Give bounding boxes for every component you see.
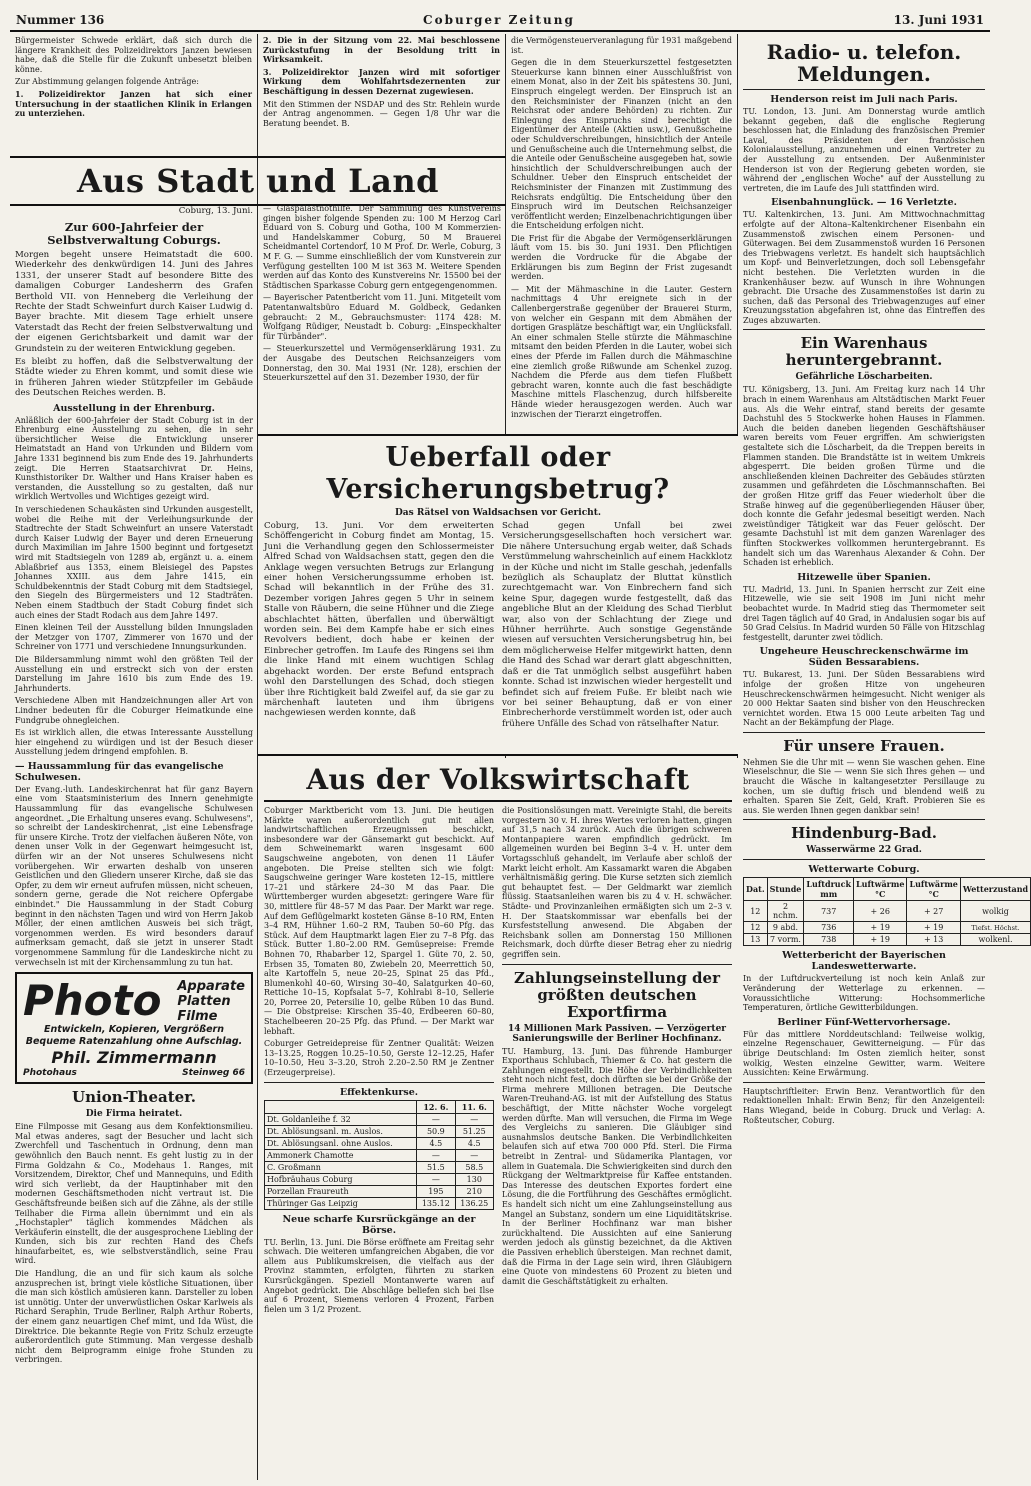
divider [743, 732, 985, 733]
masthead [10, 0, 990, 32]
effekten-headline: Effektenkurse. [339, 1086, 419, 1098]
table-row [744, 922, 1031, 934]
divider [743, 859, 985, 860]
article-headline: Ein Warenhaus heruntergebrannt. [785, 334, 943, 370]
article-paragraph: Die Handlung, die an und für sich kaum als solche anzusprechen ist, bringt viele köstliche Situationen, über die man sich köstlich amüsieren kann. Darsteller zu loben ist unnötig. Unter der unverwüstlichen Oskar Karlweis als Richard Seraphin, Trude Berliner, Ralph Arthur Roberts, der einem ganz neuartigen Chef mimt, und Ida Wüst, die Direktrice. Die bekannte Regie von Fritz Schulz erzeugte außerordentlich gute Stimmung. Man vergesse deshalb nicht dem Beiprogramm einige frohe Stunden zu verbringen. [15, 1269, 253, 1365]
volks-left [264, 806, 494, 1317]
article-paragraph: TU. Bukarest, 13. Juni. Der Süden Bessarabiens wird infolge der großen Hitze von ungeheuren Heuschreckenschwärmen heimgesucht. Nicht weniger als 20 000 Hektar Saaten sind bisher von den Heuschrecken vernichtet worden. Etwa 15 000 Leute arbeiten Tag und Nacht an der Bekämpfung der Plage. [743, 670, 985, 728]
divider [743, 329, 985, 330]
table-row [265, 1197, 494, 1209]
article-paragraph: Die Bildersammlung nimmt wohl den größten Teil der Ausstellung ein und erstreckt sich von der ersten Darstellung im Jahre 1610 bis zum Ende des 19. Jahrhunderts. [15, 654, 253, 693]
dateline: Coburg, 13. Juni. [178, 206, 253, 216]
article-paragraph: Bürgermeister Schwede erklärt, daß sich durch die längere Krankheit des Polizeidirektors Janzen bewiesen habe, daß die Stelle für die Zukunft unbesetzt bleiben könne. [15, 36, 252, 74]
article-subheadline: Die Firma heiratet. [85, 1109, 183, 1120]
imprint: Hauptschriftleiter: Erwin Benz. Verantwortlich für den redaktionellen Inhalt: Erwin Benz; für den Anzeigenteil: Hans Wiegand, beide in Coburg. Druck und Verlag: A. Roßteutscher, Coburg. [743, 1086, 985, 1125]
article-paragraph: Mit den Stimmen der NSDAP und des Str. Rehlein wurde der Antrag angenommen. — Gegen 1/8 Uhr war die Beratung beendet. B. [263, 99, 500, 128]
divider [264, 800, 732, 802]
article-paragraph: Schad gegen Unfall bei zwei Versicherungsgesellschaften hoch versichert war. Die nähere Untersuchung ergab weiter, daß Schads Verstümmelung wahrscheinlich auf einem Hackklotz in der Küche und nicht im Stalle geschah, jedenfalls bezüglich als Schauplatz der Bluttat künstlich zurechtgemacht war. Von Einbrechern fand sich keine Spur, dagegen wurde festgestellt, daß das angebliche Blut an der Kleidung des Schad Tierblut war, also von der Schlachtung der Ziege und Hühner herrührte. Auch sonstige Gegenstände wiesen auf versuchten Versicherungsbetrug hin, bei dem möglicherweise Helfer mitgewirkt hatten, denn die Hand des Schad war derart glatt abgeschnitten, daß er die Tat unmöglich selbst ausgeführt haben konnte. Schad ist inzwischen wieder hergestellt und befindet sich auf freiem Fuße. Er bleibt nach wie vor bei seiner Behauptung, daß er von einer Einbrecherhorde verstümmelt worden ist, oder auch frühere Unfälle des Schad von rätselhafter Natur. [502, 521, 732, 729]
table-cell: 135.12 [417, 1197, 455, 1209]
bath-temperature: Wasserwärme 22 Grad. [806, 845, 922, 856]
table-row [265, 1113, 494, 1125]
ad-line: Bequeme Ratenzahlung ohne Aufschlag. [25, 1036, 243, 1048]
table-header: Wetterzustand [960, 878, 1030, 901]
column-1-body [10, 204, 258, 1480]
volks-right [502, 806, 732, 1317]
article-headline: Union-Theater. [72, 1088, 196, 1107]
table-cell: Hofbräuhaus Coburg [265, 1173, 417, 1185]
table-header-row [265, 1100, 494, 1113]
article-paragraph: Einen kleinen Teil der Ausstellung bilden Innungsladen der Metzger von 1707, Zimmerer von 1670 und der Schreiner von 1771 und verschiedene Innungsurkunden. [15, 623, 253, 652]
article-paragraph: Coburg, 13. Juni. Vor dem erweiterten Schöffengericht in Coburg findet am Montag, 15. Juni die Verhandlung gegen den Schlossermeister Alfred Schad von Waldsachsen statt, gegen den die Anklage wegen versuchten Betrugs zur Erlangung einer hohen Versicherungssumme erhoben ist. Schad will bekanntlich in der Frühe des 31. Dezember vorigen Jahres gegen 5 Uhr in seinem Stalle von Räubern, die seine Hühner und die Ziege abschlachtet hätten, überfallen und überwältigt worden sein. Bei dem Kampfe habe er sich eines Revolvers bedient, doch habe er keinen der Einbrecher getroffen. Im Laufe des Ringens sei ihm die linke Hand mit einem wuchtigen Schlag abgehackt worden. Der erste Befund entsprach wohl den Darstellungen des Schad, doch stiegen über ihre Richtigkeit bald Zweifel auf, da sie gar zu märchenhaft lauteten und ihm übrigens nachgewiesen werden konnte, daß [264, 521, 494, 719]
article-headline: Ungeheure Heuschreckenschwärme im Süden Bessarabiens. [759, 646, 969, 669]
article-headline: Ausstellung in der Ehrenburg. [53, 402, 215, 414]
table-cell: + 27 [907, 901, 960, 922]
table-cell: 4.5 [417, 1137, 455, 1149]
section-title-aus-stadt: Aus Stadt und Land [76, 162, 440, 200]
article-paragraph: Morgen begeht unsere Heimatstadt die 600. Wiederkehr des denkwürdigen 14. Juni des Jahres 1331, der unserer Stadt auf besondere Bitte des damaligen Coburger Landesherrn des Grafen Berthold VII. von Henneberg die Verleihung der Rechte der Stadt Schweinfurt durch Kaiser Ludwig d. Bayer brachte. Mit diesem Tage erhielt unsere Vaterstadt das Recht der freien Selbstverwaltung und der eigenen Gerichtsbarkeit und damit war der Grundstein zu der weiteren Entwicklung gegeben. [15, 250, 253, 354]
article-paragraph: In verschiedenen Schaukästen sind Urkunden ausgestellt, wobei die Reihe mit der Verleihungsurkunde der Stadtrechte der Stadt Schweinfurt an unsere Vaterstadt durch Kaiser Ludwig der Bayer und deren Erneuerung durch Maximilian im Jahre 1500 beginnt und fortgesetzt wird mit Stadtsiegeln von 1289 ab, ergänzt u. a. einem Ablaßbrief aus 1353, einem Bleisiegel des Papstes Johannes XXIII. aus dem Jahre 1415, ein Schuldbekenntnis der Stadt Coburg mit dem Stadtsiegel, den Siegeln des Bürgermeisters und 12 Stadträten. Neben einem Stadtbuch der Stadt Coburg findet sich auch eines der Stadt Rodach aus dem Jahre 1497. [15, 505, 253, 620]
ad-footer [23, 1068, 245, 1078]
table-cell: + 19 [854, 934, 907, 946]
table-cell: 51.25 [455, 1125, 493, 1137]
article-paragraph: Die Frist für die Abgabe der Vermögenserklärungen läuft vom 15. bis 30. Juni 1931. Den Pflichtigen werden die Vordrucke für die Abgabe der Erklärungen bis zum Beginn der Frist zugesandt werden. [511, 233, 732, 282]
ad-item: Filme [177, 1008, 218, 1024]
article-paragraph: Verschiedene Alben mit Handzeichnungen aller Art von Lindner bedeuten für die Coburger Heimatkunde eine Fundgrube ohnegleichen. [15, 696, 253, 725]
article-paragraph: 2. Die in der Sitzung vom 22. Mai beschlossene Zurückstufung in der Besoldung tritt in Wirksamkeit. [263, 35, 500, 65]
ad-items [177, 979, 245, 1024]
divider [264, 1082, 494, 1083]
article-subheadline: Gefährliche Löscharbeiten. [795, 372, 933, 383]
table-cell: 51.5 [417, 1161, 455, 1173]
table-cell: + 19 [854, 922, 907, 934]
table-cell: 737 [804, 901, 854, 922]
issue-date: 13. Juni 1931 [893, 13, 984, 27]
article-paragraph: In der Luftdruckverteilung ist noch kein Anlaß zur Veränderung der Wetterlage zu erkennen. — Voraussichtliche Witterung: Hochsommerliche Temperaturen, örtliche Gewitterbildungen. [743, 974, 985, 1013]
table-cell: 9 abd. [767, 922, 804, 934]
section-title-volkswirtschaft: Aus der Volkswirtschaft [306, 763, 690, 796]
article-paragraph: TU. Hamburg, 13. Juni. Das führende Hamburger Exporthaus Schlubach, Thiemer & Co. hat gestern die Zahlungen eingestellt. Die Höhe der Verbindlichkeiten steht noch nicht fest, doch dürften sie bei der Größe der Firma mehrere Millionen betragen. Die Deutsche Waren-Treuhand-AG. ist mit der Aufstellung des Status beschäftigt, der Mitte nächster Woche vorgelegt werden dürfte. Man will versuchen, die Firma im Wege des Vergleichs zu sanieren. Die Gläubiger sind ausnahmslos deutsche Banken. Die Verbindlichkeiten belaufen sich auf etwa 700 000 Pfd. Sterl. Die Firma betreibt in Zentral- und Südamerika Plantagen, vor allem in Guatemala. Die Schwierigkeiten sind durch den Rückgang der Weltmarktpreise für Kaffee entstanden. Das Interesse des deutschen Exportes fordert eine Lösung, die die Fortführung des Geschäftes ermöglicht. Es handelt sich nicht um eine Zahlungseinstellung aus Mangel an Substanz, sondern um eine Liquiditätskrise. In der Berliner Hochfinanz war man bisher zurückhaltend. Die Aussichten auf eine Sanierung werden jedoch als günstig bezeichnet, da die Aktiven die Passiven erheblich übersteigen. Man rechnet damit, daß die Firma in der Lage sein wird, ihren Gläubigern eine Quote von mindestens 60 Prozent zu bieten und damit die Geschäftstätigkeit zu erhalten. [502, 1046, 732, 1286]
article-paragraph: Der Evang.-luth. Landeskirchenrat hat für ganz Bayern eine vom Staatsministerium des Innern genehmigte Haussammlung für das evangelische Schulwesen angeordnet. „Die Erhaltung unseres evang. Schulwesens", so schreibt der Landeskirchenrat, „ist eine Lebensfrage für unsere Kirche. Trotz der vielfachen äußeren Nöte, von denen unser Volk in der Gegenwart heimgesucht ist, dürfen wir an der Not unseres Schulwesens nicht vorübergehen. Wir erwarten deshalb von unseren Geistlichen und den Gliedern unserer Kirche, daß sie das Opfer, zu dem wir erneut aufrufen müssen, nicht scheuen, sondern gerne, gerade die Not reichere Opfergabe einbindet." Die Haussammlung in der Stadt Coburg beginnt in den nächsten Tagen und wird von Herrn Jakob Möller, der einen amtlichen Ausweis bei sich trägt, vorgenommen werden. Es wird besonders darauf aufmerksam gemacht, daß sie jetzt in unserer Stadt vorgenommene Sammlung für die Landeskirche nicht zu verwechseln ist mit der Kirchensammlung zu tun hat. [15, 784, 253, 967]
ad-footer-left: Photohaus [23, 1068, 77, 1079]
table-cell: 130 [455, 1173, 493, 1185]
table-cell: 738 [804, 934, 854, 946]
table-cell: wolkenl. [960, 934, 1030, 946]
table-cell: — [417, 1173, 455, 1185]
table-cell: 4.5 [455, 1137, 493, 1149]
divider [10, 156, 506, 158]
volkswirtschaft-section [258, 758, 738, 1480]
article-paragraph: TU. London, 13. Juni. Am Donnerstag wurde amtlich bekannt gegeben, daß die englische Regierung beschlossen hat, die Einladung des französischen Premier Laval, des Präsidenten der französischen Kolonialausstellung, anzunehmen und einen Vertreter zu der Ausstellung zu entsenden. Der Außenminister Henderson ist von der Regierung gebeten worden, sie während der „englischen Woche" auf der Ausstellung zu vertreten, die im Laufe des Juli stattfinden wird. [743, 107, 985, 193]
divider [502, 964, 732, 965]
column-2-body [258, 204, 506, 434]
radio-headline: Radio- u. telefon. Meldungen. [766, 40, 962, 86]
bath-headline: Hindenburg-Bad. [791, 824, 937, 843]
table-header: Luftdruck mm [804, 878, 854, 901]
table-cell: 195 [417, 1185, 455, 1197]
table-cell: 136.25 [455, 1197, 493, 1209]
table-cell: Thüringer Gas Leipzig [265, 1197, 417, 1209]
article-headline: Zur 600-Jahrfeier der Selbstverwaltung Coburgs. [47, 220, 221, 247]
table-cell: 13 [744, 934, 768, 946]
weather-table [743, 877, 1031, 946]
table-row [265, 1149, 494, 1161]
article-paragraph: — Glaspalastnothilfe. Der Sammlung des Kunstvereins gingen bisher folgende Spenden zu: 100 M Herzog Carl Eduard von S. Coburg und Gotha, 100 M Kommerzien- und Handelskammer Coburg, 50 M Brauerei Scheidmantel Cortendorf, 10 M Prof. Dr. Werle, Coburg, 3 M F. G. — Summe einschließlich der vom Kunstverein zur Verfügung gestellten 100 M ist 363 M. Weitere Spenden werden auf das Konto des Kunstvereins Nr. 15500 bei der Städtischen Sparkasse Coburg gern entgegengenommen. [263, 204, 501, 290]
table-cell: 7 vorm. [767, 934, 804, 946]
article-paragraph: Coburger Marktbericht vom 13. Juni. Die heutigen Märkte waren außerordentlich gut mit allen landwirtschaftlichen Erzeugnissen beschickt, insbesondere war der Gänsemarkt gut beschickt. Auf dem Schweinemarkt waren insgesamt 600 Saugschweine angeboten, von denen 11 Läufer angeboten. Die Preise stellten sich wie folgt: Saugschweine geringer Ware kosteten 12–15, mittlere 17–21 und stärkere 24–30 M das Paar. Die Württemberger wurden abgesetzt: geringere Ware für 30, mittlere für 48–57 M das Paar. Der Markt war rege. Auf dem Geflügelmarkt kosteten Gänse 8–10 RM, Enten 3–4 RM, Hühner 1.60–2 RM, Tauben 50–60 Pfg. das Stück. Auf dem Hauptmarkt lagen Eier zu 7–8 Pfg. das Stück. Butter 1.80–2.00 RM. Gemüsepreise: Fremde Bohnen 70, Rhabarber 12, Spargel 1. Güte 70, 2. 50, Erbsen 35, Tomaten 80, Zwiebeln 20, Meerrettich 50, alte Kartoffeln 5, neue 20–25, Spinat 25 das Pfd., Blumenkohl 40–60, Wirsing 30–40, Salatgurken 40–60, Rettiche 10–15, Kopfsalat 5–7, Kohlrabi 8–10, Sellerie 20, Porree 20, Petersilie 10, gelbe Rüben 10 das Bund. — Die Obstpreise: Kirschen 35–40, Erdbeeren 60–80, Stachelbeeren 20–25 Pfg. das Pfund. — Der Markt war lebhaft. [264, 806, 494, 1036]
table-cell: 58.5 [455, 1161, 493, 1173]
article-headline: Berliner Fünf-Wettervorhersage. [777, 1016, 951, 1028]
article-headline: Für unsere Frauen. [783, 736, 945, 755]
table-row [265, 1137, 494, 1149]
table-row [265, 1173, 494, 1185]
table-cell: 50.9 [417, 1125, 455, 1137]
table-cell: + 26 [854, 901, 907, 922]
article-paragraph: Gegen die in dem Steuerkurszettel festgesetzten Steuerkurse kann binnen einer Ausschlußfrist von einem Monat, also in der Zeit bis spätestens 30. Juni, Einspruch eingelegt werden. Der Einspruch ist an den Reichsminister der Finanzen (nicht an den Reichsrat oder andere Behörden) zu richten. Zur Einlegung des Einspruchs sind berechtigt die Eigentümer der Anteile (Aktien usw.), Genußscheine oder Schuldverschreibungen, hinsichtlich der Anteile und Genußscheine auch die Unternehmung selbst, die die Anteile oder Genußscheine ausgegeben hat, sowie hinsichtlich der Schuldverschreibungen auch der Schuldner. Ueber den Einspruch entscheidet der Reichsminister der Finanzen mit Zustimmung des Reichsrats endgültig. Die Entscheidung über den Einspruch wird im Deutschen Reichsanzeiger veröffentlicht werden; Einzelbenachrichtigungen über die Entscheidung erfolgen nicht. [511, 58, 732, 231]
ueberfall-article [258, 434, 738, 756]
article-paragraph: 1. Polizeidirektor Janzen hat sich einer Untersuchung in der staatlichen Klinik in Erlangen zu unterziehen. [15, 88, 252, 119]
volkswirtschaft-columns [264, 806, 732, 1317]
table-cell: 12 [744, 901, 768, 922]
column-4 [738, 34, 1029, 1480]
article-paragraph: — Mit der Mähmaschine in die Lauter. Gestern nachmittags 4 Uhr ereignete sich in der Callenbergerstraße gegenüber der Brauerei Sturm, von welcher ein Gespann mit dem Abmähen der dortigen Grasplätze beschäftigt war, ein Unglücksfall. An einer schmalen Stelle stürzte die Mähmaschine mitsamt den beiden Pferden in die Lauter, wobei sich eines der Pferde im Fallen durch die Mähmaschine eine ziemlich große Rißwunde am Schenkel zuzog. Nachdem die Pferde aus dem tiefen Flußbett gebracht waren, konnte auch die fast beschädigte Maschine mittels Flaschenzug, durch hilfsbereite Hände wieder herausgezogen werden. Auch war inzwischen der Tierarzt eingetroffen. [511, 284, 732, 419]
table-header [265, 1100, 417, 1113]
effekten-table [264, 1100, 494, 1210]
table-cell: 12 [744, 922, 768, 934]
article-paragraph: Zur Abstimmung gelangen folgende Anträge: [15, 77, 199, 87]
divider [743, 1082, 985, 1083]
table-header: 12. 6. [417, 1100, 455, 1113]
table-row [265, 1161, 494, 1173]
table-cell: C. Großmann [265, 1161, 417, 1173]
article-headline: Wetterbericht der Bayerischen Landeswetterwarte. [782, 950, 946, 973]
article-paragraph: Es bleibt zu hoffen, daß die Selbstverwaltung der Städte wieder zu Ehren kommt, und somit diese wie in früheren Jahren wieder Stützpfeiler im Gebäude des Deutschen Reiches werden. B. [15, 357, 253, 399]
article-paragraph: TU. Kaltenkirchen, 13. Juni. Am Mittwochnachmittag erfolgte auf der Altona–Kaltenkirchener Eisenbahn ein Zusammenstoß zwischen einem Personen- und Güterwagen. Bei dem Zusammenstoß wurden 16 Personen des Triebwagens verletzt. Es handelt sich hauptsächlich um Kopf- und Beinverletzungen, doch soll Lebensgefahr nicht bestehen. Die Verletzten wurden in die Krankenhäuser bezw. auf Wunsch in ihre Wohnungen gebracht. Die Ursache des Zusammenstoßes ist darin zu suchen, daß das Personal des Triebwagenzuges auf einer Kreuzungsstation abgefahren ist, ohne das Eintreffen des Zuges abzuwarten. [743, 210, 985, 325]
ad-business-name: Phil. Zimmermann [51, 1048, 217, 1068]
ueberfall-subheadline: Das Rätsel von Waldsachsen vor Gericht. [394, 508, 602, 518]
table-cell: 2 nchm. [767, 901, 804, 922]
article-headline: Eisenbahnunglück. — 16 Verletzte. [771, 197, 957, 209]
article-subheadline: 14 Millionen Mark Passiven. — Verzögerter Sanierungswille der Berliner Hochfinanz. [507, 1023, 727, 1044]
table-header: Luftwärme °C [907, 878, 960, 901]
ad-item: Platten [177, 993, 231, 1009]
ad-item: Apparate [177, 978, 245, 994]
table-cell: Porzellan Fraureuth [265, 1185, 417, 1197]
ad-photo-word: Photo [23, 976, 162, 1026]
table-cell: + 13 [907, 934, 960, 946]
article-headline: — Haussammlung für das evangelische Schulwesen. [15, 760, 224, 783]
article-paragraph: Anläßlich der 600-Jahrfeier der Stadt Coburg ist in der Ehrenburg eine Ausstellung zu sehen, die in sehr übersichtlicher Weise die Entwicklung unserer Heimatstadt an Hand von Urkunden und Bildern vom Jahre 1331 beginnend bis zum Ende des 19. Jahrhunderts zeigt. Die Herren Staatsarchivrat Dr. Heins, Kunsthistoriker Dr. Walther und Hans Kraiser haben es verstanden, die Ausstellung so zu gestalten, daß nur wirklich Wertvolles und Wichtiges gezeigt wird. [15, 415, 253, 502]
article-headline: Zahlungseinstellung der größten deutschen Exportfirma [514, 968, 720, 1021]
table-cell: + 19 [907, 922, 960, 934]
article-paragraph: Coburger Getreidepreise für Zentner Qualität: Weizen 13–13.25, Roggen 10.25–10.50, Gerste 12–12.25, Hafer 10–10.50, Heu 3–3.20, Stroh 2.20–2.50 RM je Zentner (Erzeugerpreise). [264, 1039, 494, 1078]
table-cell: — [455, 1149, 493, 1161]
article-headline: Henderson reist im Juli nach Paris. [770, 94, 958, 105]
table-header-row [744, 878, 1031, 901]
article-paragraph: TU. Madrid, 13. Juni. In Spanien herrscht zur Zeit eine Hitzewelle, wie sie seit 1908 im Juni nicht mehr beobachtet wurde. In Madrid stieg das Thermometer seit drei Tagen täglich auf 40 Grad, in Andalusien sogar bis auf 50 Grad Celsius. In Madrid wurden 50 Fälle von Hitzschlag festgestellt, darunter zwei tödlich. [743, 584, 985, 642]
table-cell: Dt. Ablösungsanl. ohne Auslos. [265, 1137, 417, 1149]
ueberfall-columns [264, 521, 732, 732]
table-row [265, 1185, 494, 1197]
table-cell: wolkig [960, 901, 1030, 922]
ad-line: Entwickeln, Kopieren, Vergrößern [43, 1024, 225, 1036]
divider [743, 819, 985, 820]
weather-headline: Wetterwarte Coburg. [808, 864, 920, 876]
article-paragraph: Eine Filmposse mit Gesang aus dem Konfektionsmilieu. Mal etwas anderes, sagt der Besucher und lacht sich Zwerchfell und Taschentuch in Ordnung, denn man gewöhnlich den Bauch nennt. Es geht lustig zu in der Firma Goldzahn & Co., Modehaus 1. Ranges, mit Vorsitzendem, Direktor, Chef und Mannequins, und Edith wird sich verliebt, da der Hauptinhaber mit den modernen Geschäftsmethoden nicht vertraut ist. Die Geschäftsfreunde beißen sich auf die Zähne, als der stille Teilhaber die Firma allein übernimmt und ein als „Hochstapler" täglich kommendes Mädchen als Verkäuferin einstellt, die der ausgesprochene Liebling der Kunden, sich bis zur rechten Hand des Chefs hinaufarbeitet, es, wie selbstverständlich, seine Frau wird. [15, 1122, 253, 1266]
divider [743, 89, 985, 90]
table-header: Luftwärme °C [854, 878, 907, 901]
table-cell: Dt. Goldanleihe f. 32 [265, 1113, 417, 1125]
table-cell: — [417, 1113, 455, 1125]
article-paragraph: TU. Königsberg, 13. Juni. Am Freitag kurz nach 14 Uhr brach in einem Warenhaus am Altstädtischen Markt Feuer aus. Als die Wehr eintraf, stand bereits der gesamte Dachstuhl des 5 Stockwerke hohen Hauses in Flammen. Auch die beiden daneben liegenden Geschäftshäuser waren bereits vom Feuer ergriffen. Am schwierigsten gestaltete sich die Löscharbeit, da die Treppen bereits in Flammen standen. Die Brandstätte ist in weitem Umkreis abgesperrt. Die beiden großen Türme und die anschließenden kleinen Dachreiter des Gebäudes stürzten zusammen und gefährdeten die Löschmannschaften. Bei der großen Hitze griff das Feuer wiederholt über die Straße hinweg auf die gegenüberliegenden Häuser über, doch konnte die Gefahr jedesmal beseitigt werden. Nach zweistündiger Tätigkeit war das Feuer gelöscht. Der gesamte Dachstuhl ist mit dem ganzen Warenlager des fünften Stockwerkes vollkommen heruntergebrannt. Es handelt sich um das Warenhaus Alexander & Cohn. Der Schaden ist erheblich. [743, 385, 985, 568]
table-header: Stunde [767, 878, 804, 901]
table-cell: 736 [804, 922, 854, 934]
table-header: 11. 6. [455, 1100, 493, 1113]
photo-advertisement [15, 972, 253, 1084]
article-paragraph: TU. Berlin, 13. Juni. Die Börse eröffnete am Freitag sehr schwach. Die weiteren umfangreichen Abgaben, die vor allem aus Publikumskreisen, die vielfach aus der Provinz stammten, erfolgten, führten zu starken Kursrückgängen. Speziell Montanwerte waren auf Angebot gedrückt. Die Abschläge beliefen sich bei Ilse auf 6 Prozent, Siemens verloren 4 Prozent, Farben fielen um 3 1/2 Prozent. [264, 1237, 494, 1314]
article-headline: Neue scharfe Kursrückgänge an der Börse. [282, 1213, 476, 1236]
table-row [744, 901, 1031, 922]
table-row [744, 934, 1031, 946]
ad-footer-right: Steinweg 66 [182, 1068, 245, 1079]
article-paragraph: die Vermögensteuerveranlagung für 1931 maßgebend ist. [511, 36, 732, 55]
article-paragraph: — Steuerkurszettel und Vermögenserklärung 1931. Zu der Ausgabe des Deutschen Reichsanzeigers vom Donnerstag, den 30. Mai 1931 (Nr. 128), erschien der Steuerkurszettel auf den 31. Dezember 1930, der für [263, 344, 501, 383]
table-cell: Ammonerk Chamotte [265, 1149, 417, 1161]
ad-top-row [23, 978, 245, 1024]
table-cell: — [417, 1149, 455, 1161]
article-paragraph: 3. Polizeidirektor Janzen wird mit sofortiger Wirkung dem Wohlfahrtsdezernenten zur Beschäftigung in dessen Dezernat zugewiesen. [263, 66, 500, 96]
table-cell: Dt. Ablösungsanl. m. Auslos. [265, 1125, 417, 1137]
issue-number: Nummer 136 [16, 13, 105, 27]
columns [10, 34, 1029, 1480]
table-row [265, 1125, 494, 1137]
article-headline: Hitzewelle über Spanien. [797, 571, 931, 583]
article-paragraph: Nehmen Sie die Uhr mit — wenn Sie waschen gehen. Eine Wieselschnur, die Sie — wenn Sie sich Ihres gehen — und braucht die Wäsche in kaltangesetzter Persillauge zu kochen, um sie duftig frisch und blendend weiß zu erhalten. Sparen Sie Zeit, Geld, Kraft. Probieren Sie es aus. Sie werden Ihnen gegen dankbar sein! [743, 757, 985, 815]
table-header: Dat. [744, 878, 768, 901]
table-cell: Tiefst. Höchst. [960, 922, 1030, 934]
article-paragraph: die Positionslösungen matt. Vereinigte Stahl, die bereits vorgestern 30 v. H. ihres Wertes verloren hatten, gingen auf 31,5 nach 34 zurück. Auch die übrigen schweren Montanpapiere waren empfindlich gedrückt. Im allgemeinen wurden bei Beginn 3–4 v. H. unter dem Vortagsschluß gehandelt, im Verlaufe aber schloß der Markt leicht erholt. Am Kassamarkt waren die Abgaben verhältnismäßig gering. Die Kurse setzten sich ziemlich gut behauptet fest. — Der Geldmarkt war ziemlich flüssig. Staatsanleihen waren bis zu 4 v. H. schwächer. Städte- und Provinzanleihen ermäßigten sich um 2–3 v. H. Der Staatskommissar war ebenfalls bei der Kursfeststellung anwesend. Die Abgaben der Reichsbank sollen am Donnerstag 150 Millionen Reichsmark, doch dürfte dieser Betrag eher zu niedrig gegriffen sein. [502, 806, 732, 959]
table-cell: 210 [455, 1185, 493, 1197]
article-paragraph: Es ist wirklich allen, die etwas Interessante Ausstellung hier eingehend zu würdigen und ist der Besuch dieser Ausstellung jedem dringend empfohlen. B. [15, 728, 253, 757]
article-paragraph: — Bayerischer Patentbericht vom 11. Juni. Mitgeteilt vom Patentanwaltsbüro Eduard M. Goldbeck, Gedanken gebraucht: 2 M., Gebrauchsmuster: 1174 428: M. Wolfgang Rüdiger, Neustadt b. Coburg: „Einspeckhalter für Türbänder". [263, 293, 501, 341]
article-paragraph: Für das mittlere Norddeutschland: Teilweise wolkig, einzelne Regenschauer, Gewitterneigung. — Für das übrige Deutschland: Im Osten ziemlich heiter, sonst wolkig, Westen einzelne Gewitter, warm. Weitere Aussichten: Keine Erwärmung. [743, 1029, 985, 1078]
ueberfall-headline: Ueberfall oder Versicherungsbetrug? [326, 442, 670, 505]
table-cell: — [455, 1113, 493, 1125]
paper-title: Coburger Zeitung [423, 13, 575, 27]
